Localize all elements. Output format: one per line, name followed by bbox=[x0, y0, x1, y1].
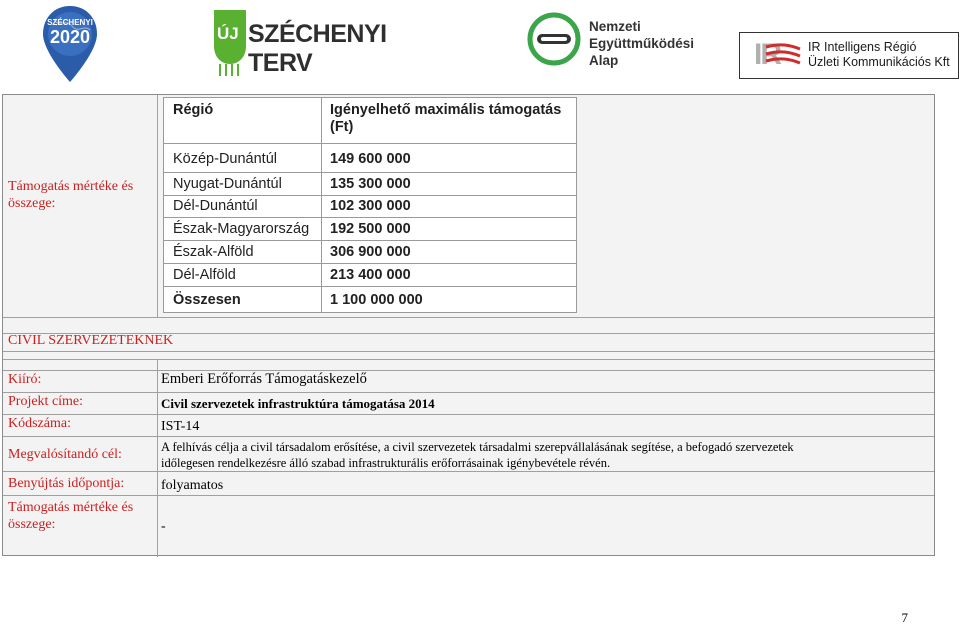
kodszam-value: IST-14 bbox=[161, 419, 200, 434]
cel-label: Megvalósítandó cél: bbox=[8, 447, 122, 462]
tamogatas-label: Támogatás mértéke és összege: bbox=[8, 500, 134, 532]
page-number: 7 bbox=[901, 610, 908, 625]
benyujtas-label: Benyújtás időpontja: bbox=[8, 476, 125, 491]
region-amount: 192 500 000 bbox=[330, 221, 411, 237]
region-amount: 135 300 000 bbox=[330, 176, 411, 192]
top-support-label: Támogatás mértéke és összege: bbox=[8, 179, 134, 211]
nea-line3: Alap bbox=[589, 53, 619, 68]
cel-value-line2: időlegesen rendelkezésre álló szabad infrastrukturális erőforrásainak igénybevétele révén. bbox=[161, 456, 611, 470]
benyujtas-value: folyamatos bbox=[161, 478, 224, 493]
region-amount: 102 300 000 bbox=[330, 198, 411, 214]
kiiro-label: Kiíró: bbox=[8, 372, 42, 387]
region-amount: 306 900 000 bbox=[330, 244, 411, 260]
szechenyi-2020-logo bbox=[40, 4, 100, 84]
region-total-amount: 1 100 000 000 bbox=[330, 292, 423, 308]
cel-value bbox=[161, 439, 931, 471]
ir-line1: IR Intelligens Régió bbox=[808, 40, 917, 54]
region-name: Észak-Magyarország bbox=[173, 221, 310, 237]
section-title: CIVIL SZERVEZETEKNEK bbox=[8, 333, 174, 348]
region-amount: 213 400 000 bbox=[330, 267, 411, 283]
projekt-label: Projekt címe: bbox=[8, 394, 84, 409]
szechenyi-terv-text: SZÉCHENYI TERV bbox=[248, 20, 387, 77]
nea-line1: Nemzeti bbox=[589, 19, 641, 34]
ir-intelligens-regio-logo bbox=[739, 32, 959, 79]
nemzeti-egyuttmukodesi-alap-logo bbox=[527, 10, 702, 70]
region-name: Észak-Alföld bbox=[173, 244, 254, 260]
region-name: Dél-Dunántúl bbox=[173, 198, 258, 214]
nea-line2: Együttműködési bbox=[589, 36, 695, 51]
region-name: Dél-Alföld bbox=[173, 267, 236, 283]
kodszam-label: Kódszáma: bbox=[8, 416, 71, 431]
uj-text: ÚJ bbox=[217, 24, 239, 43]
szechenyi-2020-line2: 2020 bbox=[49, 27, 91, 47]
kiiro-value: Emberi Erőforrás Támogatáskezelő bbox=[161, 371, 367, 387]
support-info-table bbox=[2, 94, 935, 556]
projekt-value: Civil szervezetek infrastruktúra támogatása 2014 bbox=[161, 396, 435, 411]
region-total-label: Összesen bbox=[173, 292, 241, 308]
uj-szechenyi-terv-logo bbox=[210, 6, 432, 76]
region-table-header-region: Régió bbox=[173, 102, 214, 118]
column-divider-top bbox=[157, 95, 158, 317]
ir-letters: IR bbox=[754, 38, 780, 71]
cel-value-line1: A felhívás célja a civil társadalom erősítése, a civil szervezetek társadalmi szerepvállalásának segítése, a befogadó szervezetek bbox=[161, 440, 794, 454]
tamogatas-value: - bbox=[161, 519, 166, 534]
region-support-table bbox=[163, 97, 577, 313]
region-name: Közép-Dunántúl bbox=[173, 151, 277, 167]
region-name: Nyugat-Dunántúl bbox=[173, 176, 282, 192]
region-amount: 149 600 000 bbox=[330, 151, 411, 167]
region-table-header-amount: Igényelhető maximális támogatás (Ft) bbox=[330, 102, 562, 135]
ir-line2: Üzleti Kommunikációs Kft bbox=[808, 55, 950, 69]
column-divider-bottom bbox=[157, 359, 158, 557]
szechenyi-2020-line1: SZÉCHENYI bbox=[47, 18, 93, 27]
